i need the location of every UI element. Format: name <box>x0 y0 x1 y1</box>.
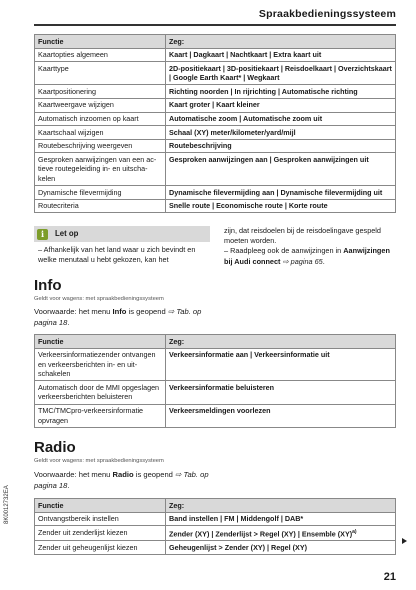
say-cell: Verkeersinformatie beluisteren <box>166 381 396 404</box>
table-row <box>35 153 396 186</box>
function-cell: Automatisch door de MMI opgeslagen verkeersberichten beluisteren <box>35 381 166 404</box>
section-paragraph-info <box>34 306 214 329</box>
table-row <box>35 199 396 213</box>
note-bullet-text: – Raadpleeg ook de aanwijzingen in <box>224 246 344 256</box>
function-cell: Kaartopties algemeen <box>35 48 166 62</box>
page-reference-link[interactable]: ⇨ Tab. op pagina 18 <box>34 307 202 328</box>
section-subtitle-radio: Geldt voor wagens: met spraakbedieningssysteem <box>34 458 164 464</box>
note-left-column <box>34 226 210 265</box>
table-row <box>35 126 396 140</box>
table-header-row <box>35 35 396 49</box>
function-cell: Kaartweergave wijzigen <box>35 98 166 112</box>
navigation-commands-table <box>34 34 396 213</box>
function-cell: Kaartpositionering <box>35 85 166 99</box>
para-text: Voorwaarde: het menu <box>34 307 113 316</box>
note-title: Let op <box>55 228 79 238</box>
function-cell: TMC/TMCpro-verkeersinformatie opvragen <box>35 404 166 427</box>
table-row <box>35 139 396 153</box>
page-reference-link[interactable]: ⇨ Tab. op pagina 18 <box>34 470 209 491</box>
table-row <box>35 381 396 404</box>
table-header-row <box>35 335 396 349</box>
document-code: 8K0012732EA <box>4 485 10 524</box>
para-end: . <box>67 318 70 328</box>
info-commands-table <box>34 334 396 428</box>
function-cell: Zender uit geheugenlijst kiezen <box>35 541 166 555</box>
table-row <box>35 112 396 126</box>
table-header-row <box>35 499 396 513</box>
say-cell: Dynamische filevermijding aan | Dynamische filevermijding uit <box>166 186 396 200</box>
page-reference-link[interactable]: ⇨ pagina 65 <box>280 256 323 266</box>
note-bullet-end: . <box>322 256 325 266</box>
function-cell: Gesproken aanwijzingen van een actieve routegeleiding in- en uitschakelen <box>35 153 166 186</box>
column-header-function: Functie <box>35 35 166 49</box>
function-cell: Verkeersinformatiezender ontvangen en verkeersberichten in- en uitschakelen <box>35 348 166 381</box>
footnote-marker: a) <box>352 528 357 535</box>
function-cell: Routecriteria <box>35 199 166 213</box>
continue-arrow-icon <box>402 538 407 544</box>
note-text: – Afhankelijk van het land waar u zich bevindt en welke menutaal u hebt gekozen, kan het <box>38 245 196 265</box>
say-cell <box>166 526 396 541</box>
say-cell: Verkeersinformatie aan | Verkeersinformatie uit <box>166 348 396 381</box>
section-subtitle-info: Geldt voor wagens: met spraakbedieningssysteem <box>34 296 164 302</box>
function-cell: Dynamische filevermijding <box>35 186 166 200</box>
say-text: Zender (XY) | Zenderlijst > Regel (XY) | Ensemble (XY) <box>169 529 353 539</box>
column-header-say: Zeg: <box>166 499 396 513</box>
function-cell: Ontvangstbereik instellen <box>35 512 166 526</box>
say-cell: 2D-positiekaart | 3D-positiekaart | Reisdoelkaart | Overzichtskaart | Google Earth Kaart* | Wegkaart <box>166 62 396 85</box>
say-cell: Verkeersmeldingen voorlezen <box>166 404 396 427</box>
page-number: 21 <box>383 571 396 583</box>
table-row <box>35 48 396 62</box>
note-bullet <box>224 246 396 266</box>
table-row <box>35 98 396 112</box>
para-text: Voorwaarde: het menu <box>34 470 113 479</box>
running-header: Spraakbedieningssysteem <box>258 8 396 20</box>
column-header-say: Zeg: <box>166 335 396 349</box>
section-title-info: Info <box>34 277 62 294</box>
say-cell: Kaart | Dagkaart | Nachtkaart | Extra kaart uit <box>166 48 396 62</box>
column-header-function: Functie <box>35 335 166 349</box>
say-cell: Automatische zoom | Automatische zoom uit <box>166 112 396 126</box>
para-end: . <box>67 481 70 491</box>
note-text: zijn, dat reisdoelen bij de reisdoelingave gespeld moeten worden. <box>224 226 381 246</box>
say-cell: Richting noorden | In rijrichting | Automatische richting <box>166 85 396 99</box>
function-cell: Automatisch inzoomen op kaart <box>35 112 166 126</box>
note-header <box>34 226 210 242</box>
say-cell: Band instellen | FM | Middengolf | DAB* <box>166 512 396 526</box>
table-row <box>35 62 396 85</box>
function-cell: Zender uit zenderlijst kiezen <box>35 526 166 541</box>
column-header-say: Zeg: <box>166 35 396 49</box>
menu-name: Radio <box>112 470 134 479</box>
say-cell: Kaart groter | Kaart kleiner <box>166 98 396 112</box>
say-cell: Geheugenlijst > Zender (XY) | Regel (XY) <box>166 541 396 555</box>
say-cell: Schaal (XY) meter/kilometer/yard/mijl <box>166 126 396 140</box>
say-cell: Routebeschrijving <box>166 139 396 153</box>
table-row <box>35 348 396 381</box>
column-header-function: Functie <box>35 499 166 513</box>
function-cell: Routebeschrijving weergeven <box>35 139 166 153</box>
menu-name: Info <box>112 307 127 316</box>
say-cell: Snelle route | Economische route | Korte route <box>166 199 396 213</box>
para-text: is geopend <box>133 470 176 479</box>
note-reference-title: Aanwijzingen bij Audi connect <box>224 246 390 266</box>
table-row <box>35 85 396 99</box>
section-paragraph-radio <box>34 469 214 492</box>
table-row <box>35 512 396 526</box>
radio-commands-table <box>34 498 396 555</box>
function-cell: Kaartschaal wijzigen <box>35 126 166 140</box>
section-title-radio: Radio <box>34 439 76 456</box>
table-row <box>35 404 396 427</box>
table-row <box>35 186 396 200</box>
note-right-column <box>224 226 396 267</box>
info-icon: i <box>37 229 48 240</box>
table-row <box>35 541 396 555</box>
para-text: is geopend <box>126 307 168 316</box>
header-divider <box>34 24 396 26</box>
function-cell: Kaarttype <box>35 62 166 85</box>
table-row <box>35 526 396 541</box>
say-cell: Gesproken aanwijzingen aan | Gesproken aanwijzingen uit <box>166 153 396 186</box>
